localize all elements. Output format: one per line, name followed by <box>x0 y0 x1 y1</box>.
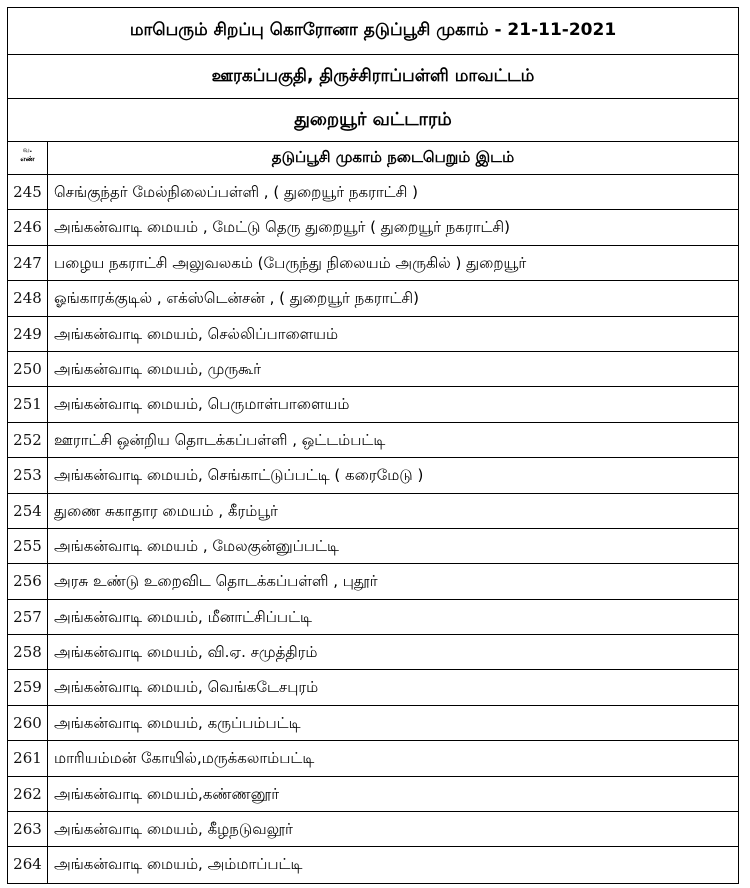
venue-cell: அங்கன்வாடி மையம் , மேலகுன்னுப்பட்டி <box>54 536 339 555</box>
table-row <box>8 706 738 741</box>
table-row <box>8 281 738 316</box>
venue-cell: அங்கன்வாடி மையம் , மேட்டு தெரு துறையூர் ( துறையூர் நகராட்சி) <box>54 218 511 237</box>
table-body <box>8 175 738 883</box>
serial-number-header <box>8 142 48 174</box>
venue-cell: அங்கன்வாடி மையம், கருப்பம்பட்டி <box>54 713 301 732</box>
serial-number-cell: 255 <box>8 529 48 563</box>
serial-number-cell: 259 <box>8 670 48 704</box>
table-row <box>8 600 738 635</box>
table-row <box>8 175 738 210</box>
serial-number-cell: 250 <box>8 352 48 386</box>
table-row <box>8 317 738 352</box>
table-row <box>8 635 738 670</box>
table-row <box>8 529 738 564</box>
serial-number-cell: 245 <box>8 175 48 209</box>
venue-cell: அங்கன்வாடி மையம், செங்காட்டுப்பட்டி ( கரைமேடு ) <box>54 466 424 485</box>
vaccination-camp-table <box>7 7 739 884</box>
block-name: துறையூர் வட்டாரம் <box>8 99 738 142</box>
serial-number-cell: 262 <box>8 777 48 811</box>
serial-number-cell: 246 <box>8 210 48 244</box>
document-subtitle: ஊரகப்பகுதி, திருச்சிராப்பள்ளி மாவட்டம் <box>8 55 738 99</box>
table-row <box>8 777 738 812</box>
serial-number-cell: 249 <box>8 317 48 351</box>
serial-number-cell: 248 <box>8 281 48 315</box>
venue-cell: அங்கன்வாடி மையம், பெருமாள்பாளையம் <box>54 395 350 414</box>
venue-cell: அரசு உண்டு உறைவிட தொடக்கப்பள்ளி , புதூர் <box>54 572 378 591</box>
table-row <box>8 564 738 599</box>
venue-header: தடுப்பூசி முகாம் நடைபெறும் இடம் <box>271 148 515 166</box>
table-row <box>8 812 738 847</box>
venue-cell: அங்கன்வாடி மையம், வி.ஏ. சமுத்திரம் <box>54 643 318 662</box>
venue-cell: அங்கன்வாடி மையம், செல்லிப்பாளையம் <box>54 324 339 343</box>
serial-number-header-line2: எண் <box>20 155 35 163</box>
venue-cell: மாரியம்மன் கோயில்,மருக்கலாம்பட்டி <box>54 749 315 768</box>
serial-number-cell: 254 <box>8 494 48 528</box>
serial-number-cell: 252 <box>8 423 48 457</box>
venue-cell: துணை சுகாதார மையம் , கீரம்பூர் <box>54 501 278 520</box>
table-row <box>8 246 738 281</box>
serial-number-header-line1: வ. <box>22 146 33 154</box>
table-row <box>8 494 738 529</box>
table-row <box>8 458 738 493</box>
venue-cell: அங்கன்வாடி மையம், வெங்கடேசபுரம் <box>54 678 319 697</box>
serial-number-cell: 260 <box>8 706 48 740</box>
table-header-row <box>8 142 738 175</box>
serial-number-cell: 251 <box>8 387 48 421</box>
venue-cell: அங்கன்வாடி மையம்,கண்ணனூர் <box>54 784 280 803</box>
serial-number-cell: 247 <box>8 246 48 280</box>
document-title: மாபெரும் சிறப்பு கொரோனா தடுப்பூசி முகாம் - 21-11-2021 <box>8 8 738 55</box>
venue-cell: பழைய நகராட்சி அலுவலகம் (பேருந்து நிலையம் அருகில் ) துறையூர் <box>54 253 527 272</box>
serial-number-cell: 256 <box>8 564 48 598</box>
table-row <box>8 847 738 882</box>
serial-number-cell: 253 <box>8 458 48 492</box>
serial-number-cell: 263 <box>8 812 48 846</box>
venue-cell: ஊராட்சி ஒன்றிய தொடக்கப்பள்ளி , ஒட்டம்பட்டி <box>54 430 386 449</box>
venue-cell: அங்கன்வாடி மையம், முருகூர் <box>54 359 262 378</box>
venue-cell: அங்கன்வாடி மையம், கீழநடுவலூர் <box>54 820 293 839</box>
table-row <box>8 210 738 245</box>
table-row <box>8 670 738 705</box>
venue-cell: செங்குந்தர் மேல்நிலைப்பள்ளி , ( துறையூர் நகராட்சி ) <box>54 183 418 201</box>
serial-number-cell: 258 <box>8 635 48 669</box>
venue-cell: அங்கன்வாடி மையம், மீனாட்சிப்பட்டி <box>54 607 312 626</box>
venue-cell: ஓங்காரக்குடில் , எக்ஸ்டென்சன் , ( துறையூர் நகராட்சி) <box>54 289 420 308</box>
table-row <box>8 741 738 776</box>
table-row <box>8 352 738 387</box>
serial-number-cell: 261 <box>8 741 48 775</box>
serial-number-cell: 257 <box>8 600 48 634</box>
table-row <box>8 423 738 458</box>
venue-cell: அங்கன்வாடி மையம், அம்மாப்பட்டி <box>54 855 303 874</box>
table-row <box>8 387 738 422</box>
serial-number-cell: 264 <box>8 847 48 882</box>
